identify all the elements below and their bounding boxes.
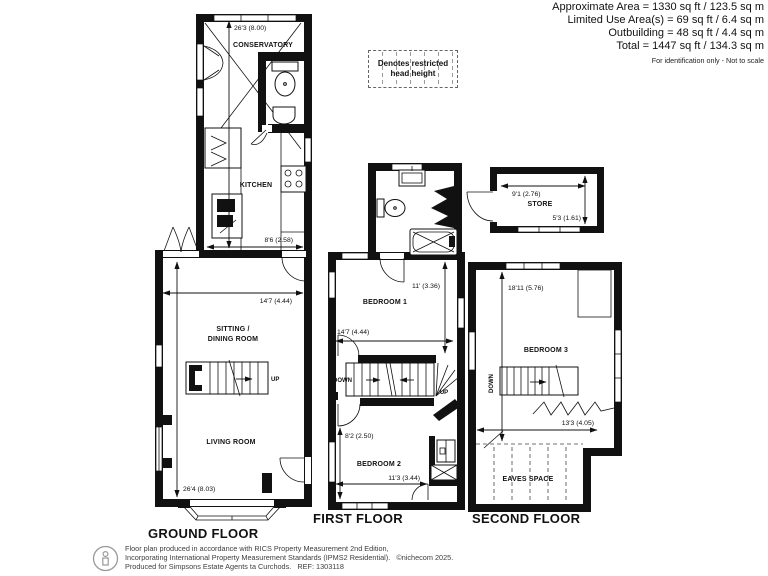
second-floor-title: SECOND FLOOR [472, 511, 581, 526]
footer-line: Floor plan produced in accordance with RICS Property Measurement 2nd Edition, [125, 544, 389, 553]
french-doors [164, 227, 198, 252]
dim-label: 26'3 (8.00) [234, 25, 267, 32]
dim-label: 8'2 (2.50) [345, 433, 374, 440]
stairs-up-label: UP [271, 377, 280, 383]
footer-line: Incorporating International Property Measurement Standards (IPMS2 Residential). ©nichecom 2025. [125, 552, 454, 562]
bathtub-icon [410, 229, 457, 255]
dim-label: 26'4 (8.03) [183, 486, 216, 493]
stairs-down-label: DOWN [333, 378, 352, 384]
room-label-bedroom3: BEDROOM 3 [523, 347, 569, 354]
area-summary [552, 1, 764, 65]
nichecom-logo-icon [92, 545, 119, 572]
door-swing [251, 130, 267, 145]
toilet-icon [272, 62, 298, 96]
door-swing [204, 46, 223, 80]
area-line: Outbuilding = 48 sq ft / 4.4 sq m [608, 27, 764, 39]
sink-icon [212, 194, 242, 238]
dim-label: 5'3 (1.61) [552, 215, 581, 222]
area-line: Limited Use Area(s) = 69 sq ft / 6.4 sq m [567, 14, 764, 26]
eaves-hatch [484, 431, 503, 448]
room-label-eaves: EAVES SPACE [502, 476, 554, 483]
ground-floor-plan [155, 14, 312, 520]
room-label-bedroom1: BEDROOM 1 [362, 299, 408, 306]
footer [92, 545, 453, 572]
room-label-store: STORE [527, 201, 553, 208]
dim-label: 14'7 (4.44) [259, 298, 292, 305]
stairs-ground [186, 360, 268, 396]
restricted-height-legend [368, 50, 458, 88]
stairs-up-label: UP [439, 390, 449, 396]
dim-label: 18'11 (5.76) [508, 285, 544, 292]
room-label-kitchen: KITCHEN [239, 182, 273, 189]
door-swing [282, 257, 306, 281]
zigzag-restricted-line [533, 402, 614, 415]
dim-label: 14'7 (4.44) [337, 329, 370, 336]
room-label-conservatory: CONSERVATORY [233, 42, 293, 49]
room-label-dining: DINING ROOM [207, 336, 259, 343]
stairs-second [500, 365, 578, 397]
disclaimer-text: For identification only - Not to scale [651, 56, 764, 65]
cupboard [437, 440, 455, 462]
eaves-space [476, 444, 583, 502]
room-label-sitting: SITTING / [216, 326, 250, 333]
closet-outline [578, 270, 611, 317]
dim-label: 13'3 (4.05) [561, 420, 594, 427]
dim-label: 9'1 (2.76) [512, 191, 541, 198]
door-swing [467, 192, 493, 221]
stairs-down-label: DOWN [489, 374, 495, 393]
footer-line: Produced for Simpsons Estate Agents ta Curchods. REF: 1303118 [125, 561, 344, 571]
basin-icon [273, 107, 295, 124]
shower-box [431, 465, 457, 480]
stove-icon [281, 166, 306, 192]
room-label-bedroom2: BEDROOM 2 [356, 461, 402, 468]
area-line: Total = 1447 sq ft / 134.3 sq m [616, 40, 764, 52]
stairs-first [346, 363, 434, 396]
door-swing [280, 458, 304, 482]
dim-label: 8'6 (2.58) [264, 237, 293, 244]
dim-label: 11' (3.36) [412, 283, 440, 290]
toilet-icon [377, 199, 405, 217]
second-floor-plan [467, 167, 622, 512]
window [518, 227, 580, 232]
area-line: Approximate Area = 1330 sq ft / 123.5 sq m [552, 1, 764, 13]
footer-text [125, 545, 453, 571]
dim-label: 11'3 (3.44) [388, 475, 420, 482]
first-floor-plan [328, 163, 465, 510]
restricted-niche [431, 186, 454, 228]
room-label-living: LIVING ROOM [206, 439, 256, 446]
legend-line1: Denotes restricted [377, 59, 449, 68]
legend-line2: head height [390, 69, 436, 78]
first-floor-title: FIRST FLOOR [313, 511, 403, 526]
ground-floor-title: GROUND FLOOR [148, 526, 259, 541]
